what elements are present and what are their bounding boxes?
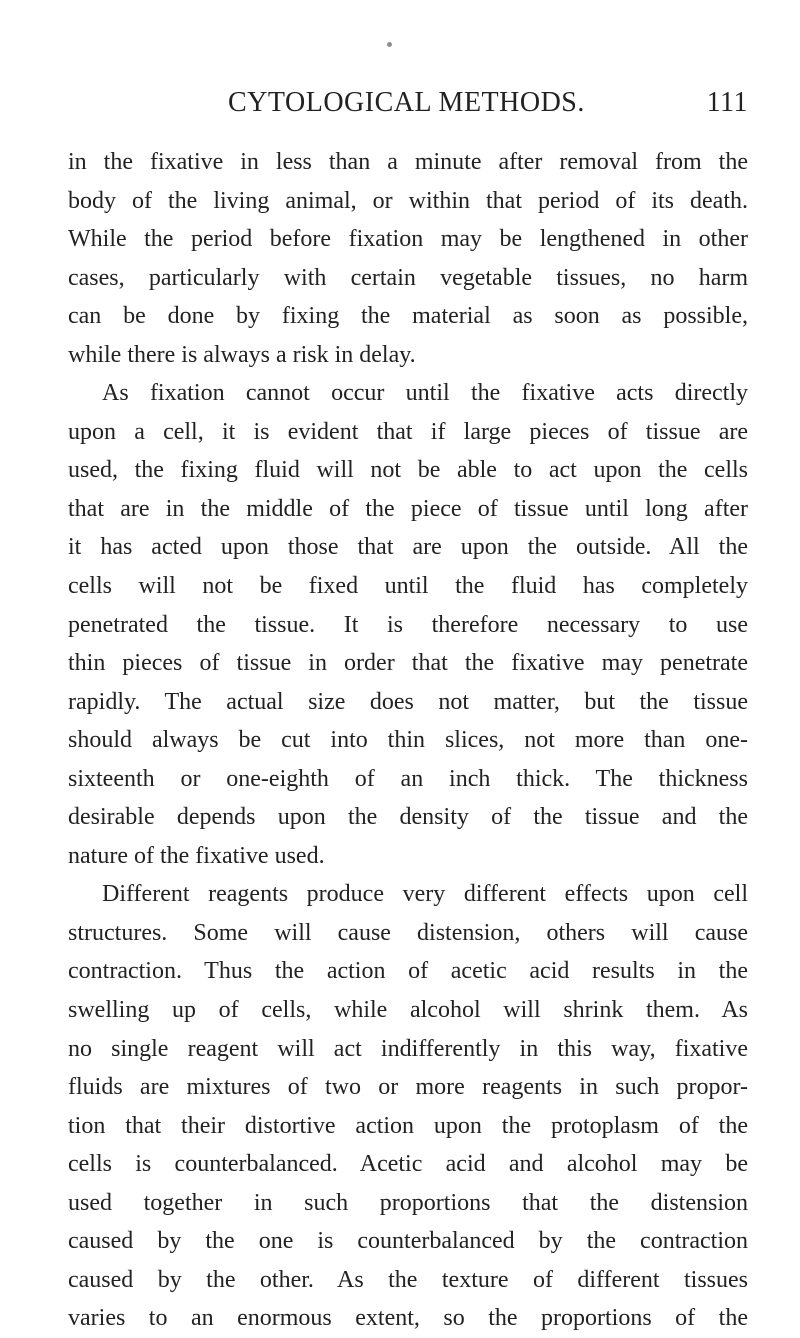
text-line: swelling up of cells, while alcohol will shrink them. As xyxy=(68,997,748,1024)
text-line: cells is counterbalanced. Acetic acid and alcohol may be xyxy=(68,1151,748,1178)
text-line: cases, particularly with certain vegetable tissues, no harm xyxy=(68,264,748,291)
text-line: it has acted upon those that are upon the outside. All the xyxy=(68,534,748,561)
paragraph-start-line: As fixation cannot occur until the fixative acts directly xyxy=(102,380,748,407)
page-speck xyxy=(387,42,392,47)
text-line: rapidly. The actual size does not matter, but the tissue xyxy=(68,688,748,715)
paragraph-end-line: nature of the fixative used. xyxy=(68,842,325,869)
paragraph-end-line: while there is always a risk in delay. xyxy=(68,341,416,368)
text-line: should always be cut into thin slices, not more than one- xyxy=(68,727,748,754)
text-line: fluids are mixtures of two or more reagents in such propor- xyxy=(68,1074,748,1101)
text-line: thin pieces of tissue in order that the fixative may penetrate xyxy=(68,650,748,677)
text-line: structures. Some will cause distension, others will cause xyxy=(68,919,748,946)
text-line: body of the living animal, or within that period of its death. xyxy=(68,187,748,214)
text-line: cells will not be fixed until the fluid has completely xyxy=(68,573,748,600)
text-line: can be done by fixing the material as soon as possible, xyxy=(68,303,748,330)
text-line: penetrated the tissue. It is therefore necessary to use xyxy=(68,611,748,638)
text-line: used, the fixing fluid will not be able to act upon the cells xyxy=(68,457,748,484)
text-line: caused by the one is counterbalanced by the contraction xyxy=(68,1228,748,1255)
running-header xyxy=(228,86,748,120)
text-line: used together in such proportions that the distension xyxy=(68,1189,748,1216)
text-line: that are in the middle of the piece of tissue until long after xyxy=(68,495,748,522)
text-line: desirable depends upon the density of the tissue and the xyxy=(68,804,748,831)
running-title: CYTOLOGICAL METHODS. xyxy=(228,87,585,118)
text-line: in the fixative in less than a minute after removal from the xyxy=(68,149,748,175)
body-text xyxy=(68,143,748,1338)
text-line: sixteenth or one-eighth of an inch thick. The thickness xyxy=(68,765,748,792)
text-line: contraction. Thus the action of acetic acid results in the xyxy=(68,958,748,985)
text-line: tion that their distortive action upon the protoplasm of the xyxy=(68,1112,748,1139)
text-line: upon a cell, it is evident that if large pieces of tissue are xyxy=(68,418,748,445)
text-line: no single reagent will act indifferently in this way, fixative xyxy=(68,1035,748,1062)
paragraph-start-line: Different reagents produce very different effects upon cell xyxy=(102,881,748,908)
text-line: caused by the other. As the texture of different tissues xyxy=(68,1266,748,1293)
text-line: While the period before fixation may be lengthened in other xyxy=(68,226,748,253)
page-number: 111 xyxy=(706,87,748,118)
text-line: varies to an enormous extent, so the proportions of the xyxy=(68,1305,748,1332)
